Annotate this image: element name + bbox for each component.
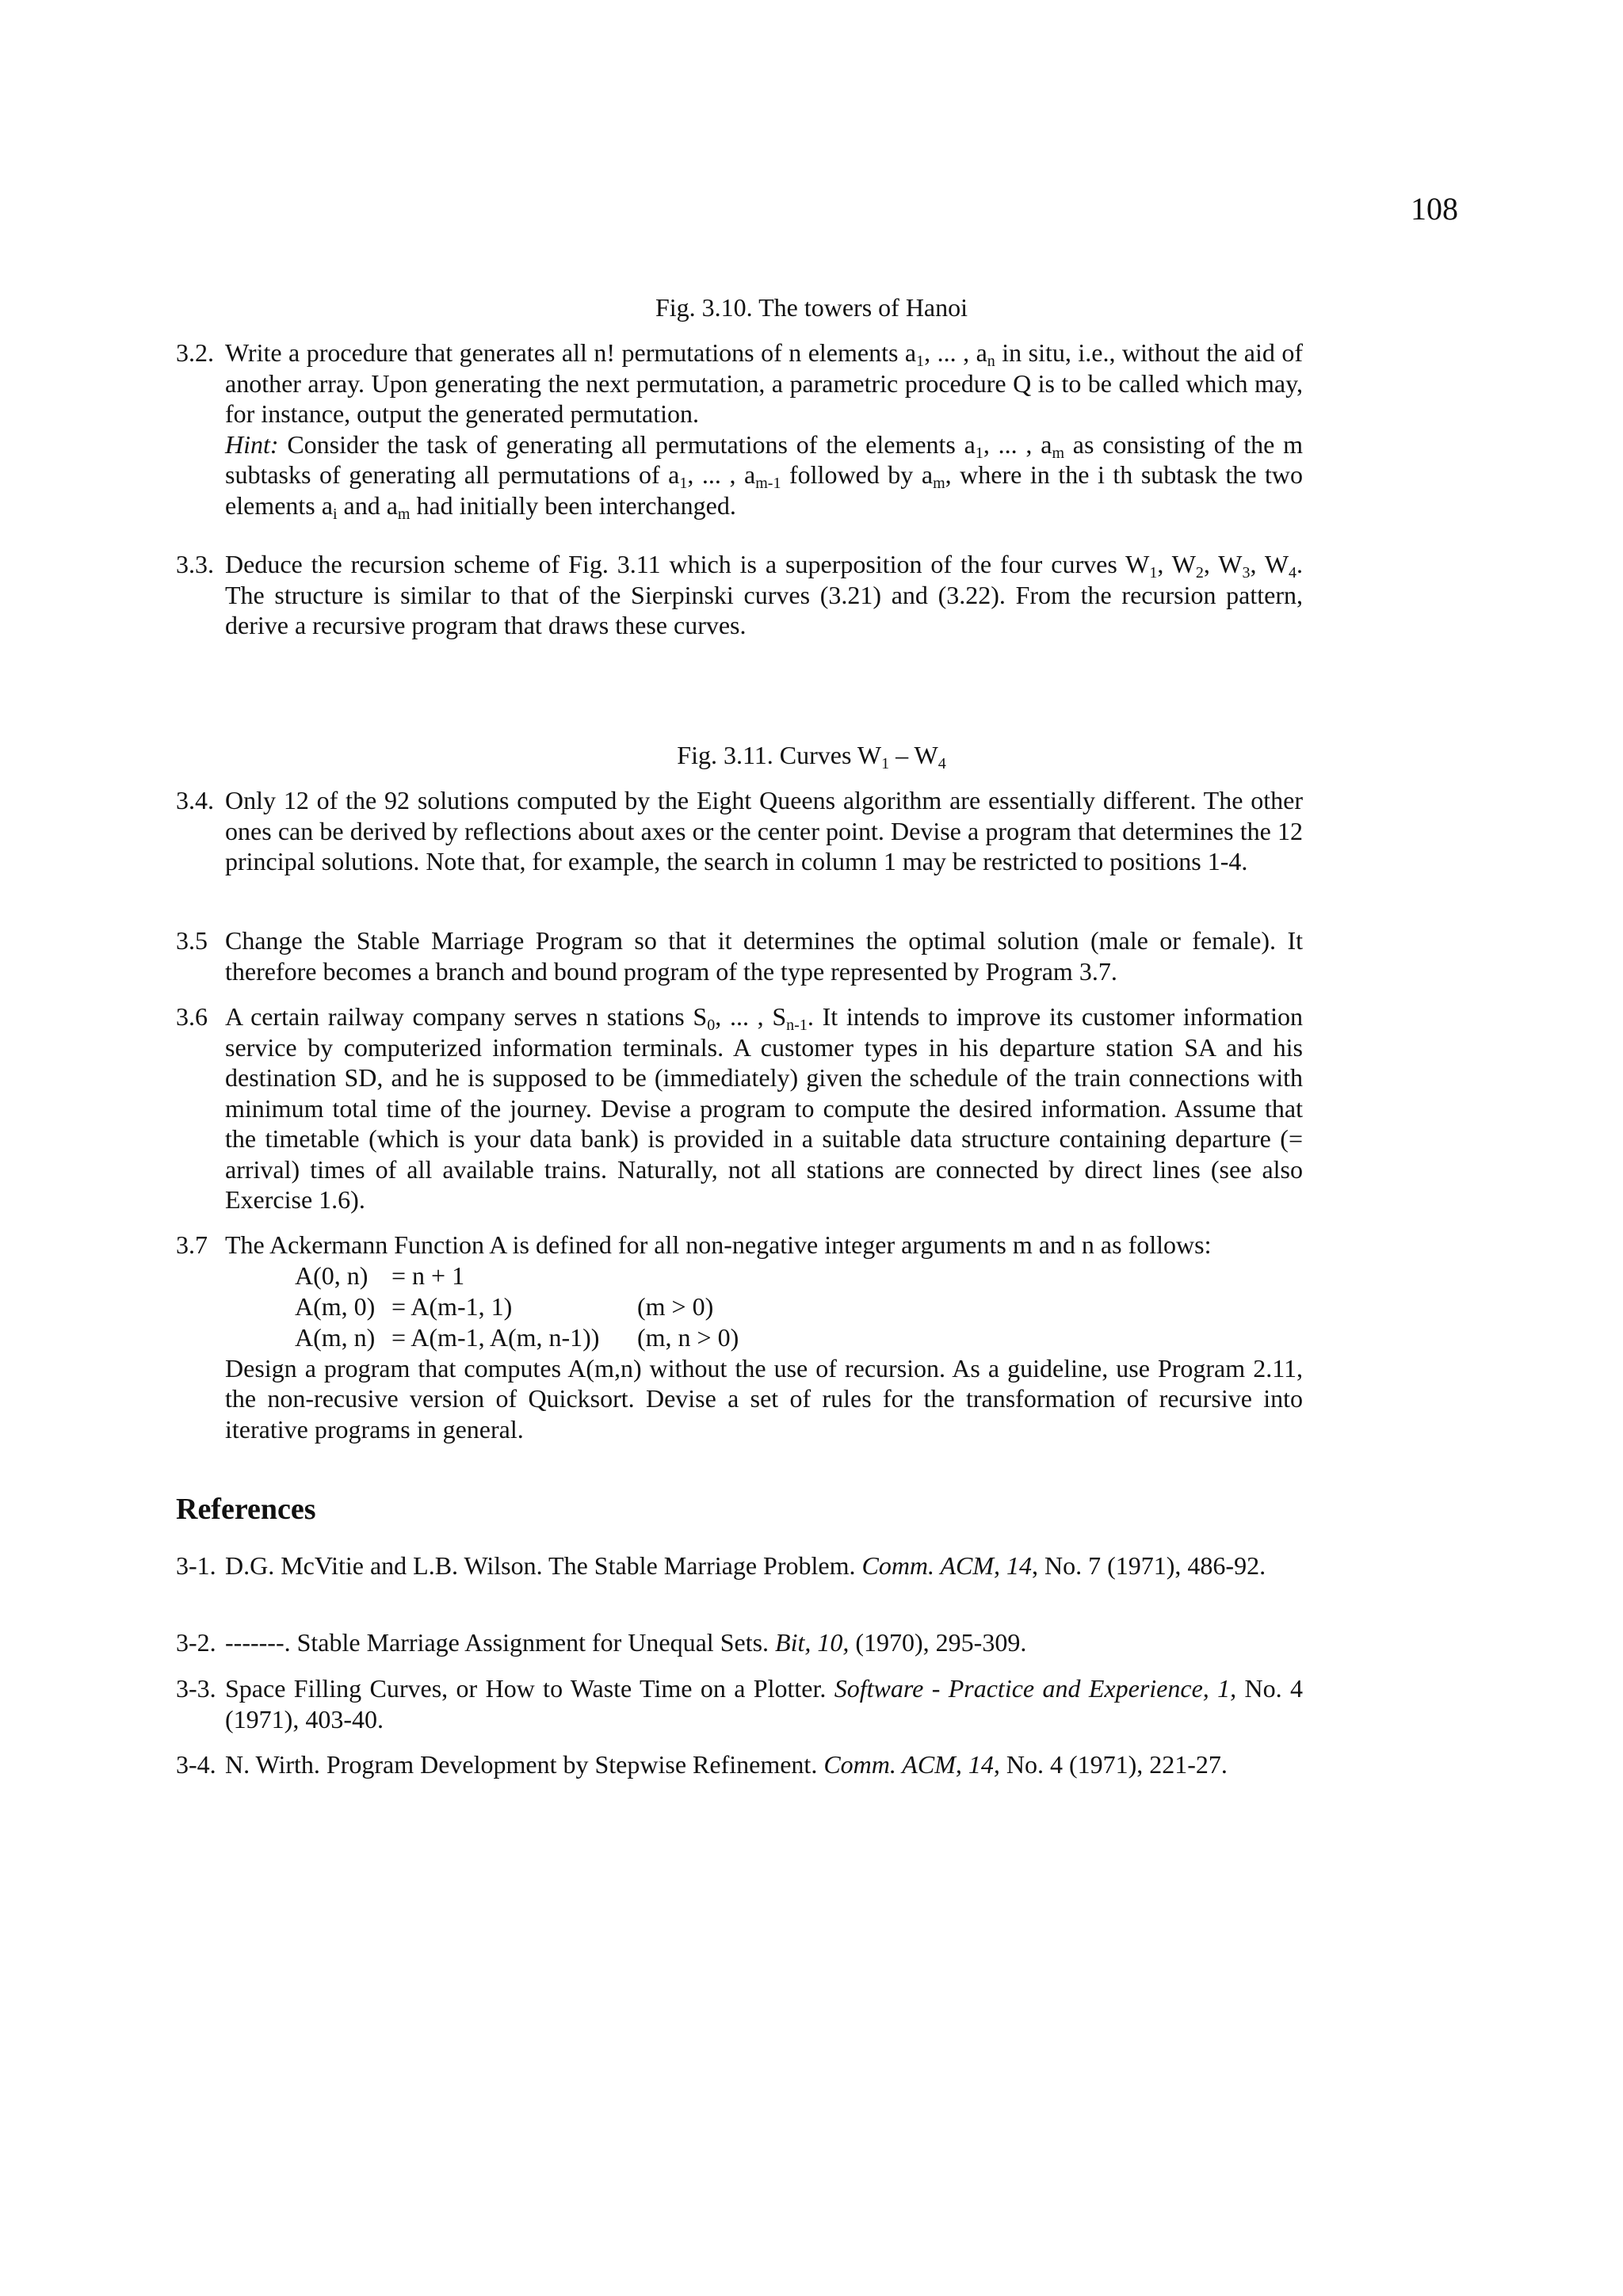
formula-lhs: A(m, n)	[295, 1322, 376, 1352]
exercise-3-7	[176, 1230, 1303, 1444]
exercise-3-6	[176, 1001, 1303, 1215]
page-number: 108	[1411, 191, 1458, 227]
exercise-body	[225, 1001, 1303, 1215]
exercise-number: 3.6	[176, 1002, 208, 1031]
formula-lhs: A(0, n)	[295, 1261, 369, 1290]
reference-text: Space Filling Curves, or How to Waste Time on a Plotter. Software - Practice and Experience, 1, No. 4 (1971), 403-40.	[225, 1674, 1303, 1733]
exercise-number: 3.2.	[176, 338, 214, 367]
exercise-text: Change the Stable Marriage Program so that it determines the optimal solution (male or female). It therefore becomes a branch and bound program of the type represented by Program 3.7.	[225, 926, 1303, 986]
hint-label: Hint:	[225, 429, 279, 459]
exercise-body	[225, 338, 1303, 521]
exercise-closing: Design a program that computes A(m,n) without the use of recursion. As a guideline, use Program 2.11, the non-recusive version of Quicksort. Devise a set of rules for the transformation of recursive into iterative programs in general.	[225, 1353, 1303, 1444]
exercise-body	[225, 549, 1303, 641]
exercise-hint: Hint: Consider the task of generating all permutations of the elements $a_1$, ... , $a_m$ as consisting of the m subtasks of generating all permutations of $a_1$, ... , $a_{m-1}$ followed by $a_m$, where in the i th subtask the two elements $a_i$ and $a_m$ had initially been interchanged.	[225, 429, 1304, 523]
reference-3-4	[176, 1749, 1303, 1780]
exercise-text: Only 12 of the 92 solutions computed by the Eight Queens algorithm are essentially different. The other ones can be derived by reflections about axes or the center point. Devise a program that determines the 12 principal solutions. Note that, for example, the search in column 1 may be restricted to positions 1-4.	[225, 786, 1303, 875]
exercise-number: 3.5	[176, 926, 208, 955]
formula-row	[295, 1291, 1303, 1322]
exercise-intro: The Ackermann Function A is defined for all non-negative integer arguments m and n as follows:	[225, 1230, 1212, 1259]
figure-3-11-caption: Fig. 3.11. Curves $W_1 - W_4$	[677, 741, 946, 772]
formula-condition: (m, n > 0)	[637, 1322, 739, 1352]
references-heading: References	[176, 1493, 316, 1526]
reference-text: D.G. McVitie and L.B. Wilson. The Stable Marriage Problem. Comm. ACM, 14, No. 7 (1971), 486-92.	[225, 1551, 1266, 1580]
exercise-text: Deduce the recursion scheme of Fig. 3.11 which is a superposition of the four curves $W_1$, $W_2$, $W_3$, $W_4$. The structure is similar to that of the Sierpinski curves (3.21) and (3.22). From the recursion pattern, derive a recursive program that draws these curves.	[225, 550, 1304, 639]
exercise-3-5	[176, 925, 1303, 986]
formula-lhs: A(m, 0)	[295, 1291, 376, 1321]
figure-3-10-caption: Fig. 3.10. The towers of Hanoi	[655, 293, 968, 322]
reference-number: 3-1.	[176, 1551, 216, 1580]
reference-3-2	[176, 1627, 1303, 1658]
formula-rhs: = A(m-1, 1)	[391, 1291, 513, 1321]
formula-rhs: = A(m-1, A(m, n-1))	[391, 1322, 600, 1352]
exercise-3-3	[176, 549, 1303, 641]
exercise-3-2	[176, 338, 1303, 521]
reference-3-3	[176, 1673, 1303, 1734]
formula-row	[295, 1261, 1303, 1291]
exercise-body	[225, 785, 1303, 877]
reference-number: 3-2.	[176, 1628, 216, 1657]
formula-rhs: = n + 1	[391, 1261, 465, 1290]
formula-condition: (m > 0)	[637, 1291, 714, 1321]
exercise-text: Write a procedure that generates all n! permutations of n elements $a_1$, ... , $a_n$ in situ, i.e., without the aid of another array. Upon generating the next permutation, a parametric procedure Q is to be called which may, for instance, output the generated permutation.	[225, 338, 1304, 428]
reference-number: 3-4.	[176, 1750, 216, 1779]
exercise-number: 3.7	[176, 1230, 208, 1259]
reference-3-1	[176, 1550, 1303, 1581]
exercise-number: 3.4.	[176, 786, 214, 814]
reference-text: -------. Stable Marriage Assignment for Unequal Sets. Bit, 10, (1970), 295-309.	[225, 1628, 1027, 1657]
exercise-3-4	[176, 785, 1303, 877]
reference-text: N. Wirth. Program Development by Stepwise Refinement. Comm. ACM, 14, No. 4 (1971), 221-27.	[225, 1750, 1228, 1779]
exercise-body	[225, 925, 1303, 986]
exercise-body	[225, 1230, 1303, 1444]
exercise-number: 3.3.	[176, 550, 214, 578]
formula-row	[295, 1322, 1303, 1353]
reference-number: 3-3.	[176, 1674, 216, 1703]
exercise-text: A certain railway company serves n stations $S_0$, ... , $S_{n-1}$. It intends to improve its customer information service by computerized information terminals. A customer types in his departure station SA and his destination SD, and he is supposed to be (immediately) given the schedule of the train connections with minimum total time of the journey. Devise a program to compute the desired information. Assume that the timetable (which is your data bank) is provided in a suitable data structure containing departure (= arrival) times of all available trains. Naturally, not all stations are connected by direct lines (see also Exercise 1.6).	[225, 1002, 1303, 1214]
